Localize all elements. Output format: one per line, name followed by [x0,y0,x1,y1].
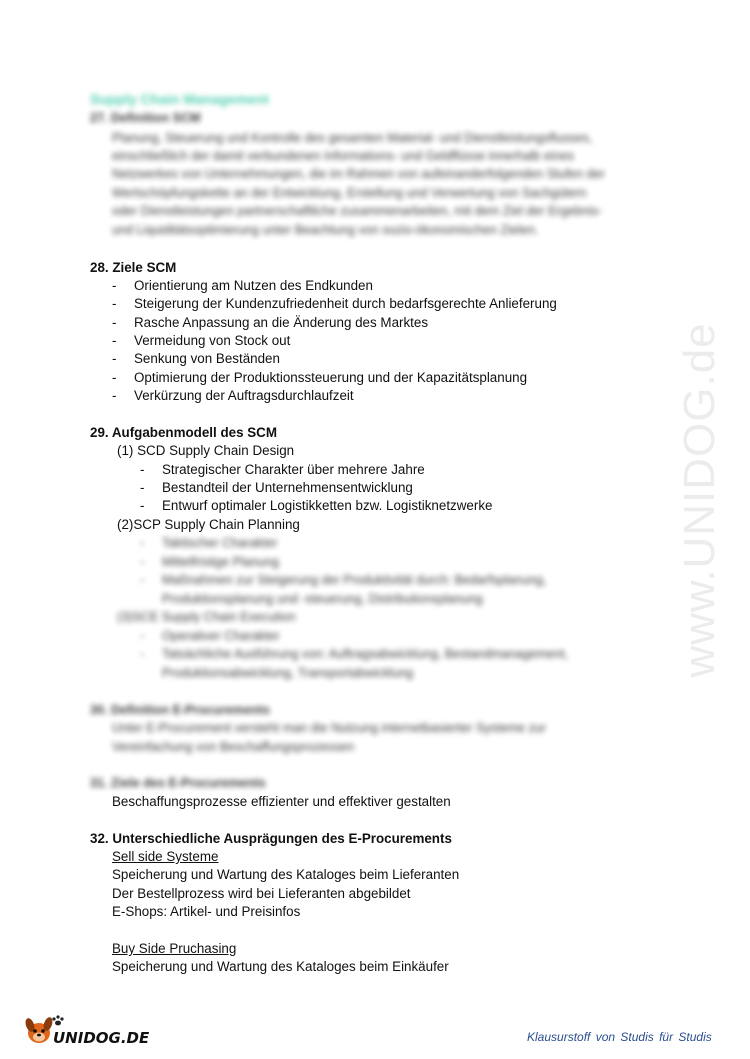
list-item: - Operativer Charakter [140,629,280,643]
list-item: - Strategischer Charakter über mehrere Jahre [140,462,425,477]
heading-32: 32. Unterschiedliche Ausprägungen des E-Procurements [90,831,452,846]
subheading-sce: (3)SCE Supply Chain Execution [117,610,296,624]
unidog-logo[interactable] [24,1013,150,1047]
list-item: - Rasche Anpassung an die Änderung des Marktes [112,315,429,330]
text-line: Speicherung und Wartung des Kataloges beim Lieferanten [112,867,460,882]
list-item: - Tatsächliche Ausführung von: Auftragsabwicklung, Bestandmanagement, [140,647,569,661]
list-item: - Senkung von Beständen [112,351,280,366]
dog-icon [24,1013,150,1047]
text-line: oder Dienstleistungen partnerschaftliche zusammenarbeiten, mit dem Ziel der Ergebnis- [112,204,602,218]
list-item-continuation: Produktionsabwicklung, Transportabwicklung [162,666,414,680]
heading-31: 31. Ziele des E-Procurements [90,776,266,790]
list-item: - Optimierung der Produktionssteuerung und der Kapazitätsplanung [112,370,528,385]
text-line: einschließlich der damit verbundenen Informations- und Geldflüsse innerhalb eines [112,149,575,163]
text-line: Planung, Steuerung und Kontrolle des gesamten Material- und Dienstleistungsflusses, [112,131,593,145]
list-item: - Maßnahmen zur Steigerung der Produktivität durch: Bedarfsplanung, [140,573,547,587]
heading-30: 30. Definition E-Procurements [90,703,270,717]
text-line: Wertschöpfungskette an der Entwicklung, Erstellung und Verwertung von Sachgütern [112,186,587,200]
footer-tagline: Klausurstoff von Studis für Studis [527,1030,712,1044]
list-item: - Orientierung am Nutzen des Endkunden [112,278,373,293]
text-line: Beschaffungsprozesse effizienter und effektiver gestalten [112,794,451,809]
heading-28: 28. Ziele SCM [90,260,177,275]
list-item: - Taktischer Charakter [140,536,278,550]
section-title: Supply Chain Management [90,91,269,107]
text-line: E-Shops: Artikel- und Preisinfos [112,904,301,919]
subheading-sell-side: Sell side Systeme [112,849,219,864]
text-line: Der Bestellprozess wird bei Lieferanten abgebildet [112,886,411,901]
text-line: Speicherung und Wartung des Kataloges beim Einkäufer [112,959,449,974]
subheading-buy-side: Buy Side Pruchasing [112,941,237,956]
heading-27: 27. Definition SCM [90,111,201,125]
subheading-scp: (2)SCP Supply Chain Planning [117,517,300,532]
document-page: www.UNIDOG.de Supply Chain Management 27. Definition SCM Planung, Steuerung und Kontrolle des gesamten Material- und Dienstleistungsflusses, einschließlich der damit verbundenen Informations- und Geldflüsse innerhalb eines Netzwerkes von Unternehmungen, die im Rahmen von aufeinanderfolgenden Stufen der Wertschöpfungskette an der Entwicklung, Erstellung und Verwertung von Sachgütern oder Dienstleistungen partnerschaftliche zusammenarbeiten, mit dem Ziel der Ergebnis- und Liquiditätsoptimierung unter Beachtung von sozio-ökonomischen Zielen. 28. Ziele SCM - Orientierung am Nutzen des Endkunden - Steigerung der Kundenzufriedenheit durch bedarfsgerechte Anlieferung - Rasche Anpassung an die Änderung des Marktes - Vermeidung von Stock out - Senkung von Beständen - Optimierung der Produktionssteuerung und der Kapazitätsplanung - Verkürzung der Auftragsdurchlaufzeit 29. Aufgabenmodell des SCM (1) SCD Supply Chain Design - Strategischer Charakter über mehrere Jahre - Bestandteil der Unternehmensentwicklung - Entwurf optimaler Logistikketten bzw. Logistiknetzwerke (2)SCP Supply Chain Planning - Taktischer Charakter - Mittelfristige Planung - Maßnahmen zur Steigerung der Produktivität durch: Bedarfsplanung, Produktionsplanung und -steuerung, Distributionsplanung (3)SCE Supply Chain Execution - Operativer Charakter - Tatsächliche Ausführung von: Auftragsabwicklung, Bestandmanagement, Produktionsabwicklung, Transportabwicklung 30. Definition E-Procurements Unter E-Procurement versteht man die Nutzung internetbasierter Systeme zur Vereinfachung von Beschaffungsprozessen 31. Ziele des E-Procurements Beschaffungsprozesse effizienter und effektiver gestalten 32. Unterschiedliche Ausprägungen des E-Procurements Sell side Systeme Speicherung und Wartung des Kataloges beim Lieferanten Der Bestellprozess wird bei Lieferanten abgebildet E-Shops: Artikel- und Preisinfos Buy Side Pruchasing Speicherung und Wartung des Kataloges beim Einkäufer UNIDOG.DE Klausurstoff von Studis für Studis [0,0,750,1059]
list-item: - Entwurf optimaler Logistikketten bzw. Logistiknetzwerke [140,498,493,513]
logo-wordmark: UNIDOG.DE [53,1029,150,1047]
list-item: - Bestandteil der Unternehmensentwicklung [140,480,413,495]
subheading-scd: (1) SCD Supply Chain Design [117,443,295,458]
text-line: Netzwerkes von Unternehmungen, die im Rahmen von aufeinanderfolgenden Stufen der [112,167,605,181]
list-item: - Mittelfristige Planung [140,555,279,569]
text-line: Vereinfachung von Beschaffungsprozessen [112,740,355,754]
list-item-continuation: Produktionsplanung und -steuerung, Distributionsplanung [162,592,483,606]
list-item: - Verkürzung der Auftragsdurchlaufzeit [112,388,354,403]
list-item: - Steigerung der Kundenzufriedenheit durch bedarfsgerechte Anlieferung [112,296,557,311]
text-line: und Liquiditätsoptimierung unter Beachtung von sozio-ökonomischen Zielen. [112,223,539,237]
text-line: Unter E-Procurement versteht man die Nutzung internetbasierter Systeme zur [112,721,546,735]
heading-29: 29. Aufgabenmodell des SCM [90,425,278,440]
list-item: - Vermeidung von Stock out [112,333,291,348]
